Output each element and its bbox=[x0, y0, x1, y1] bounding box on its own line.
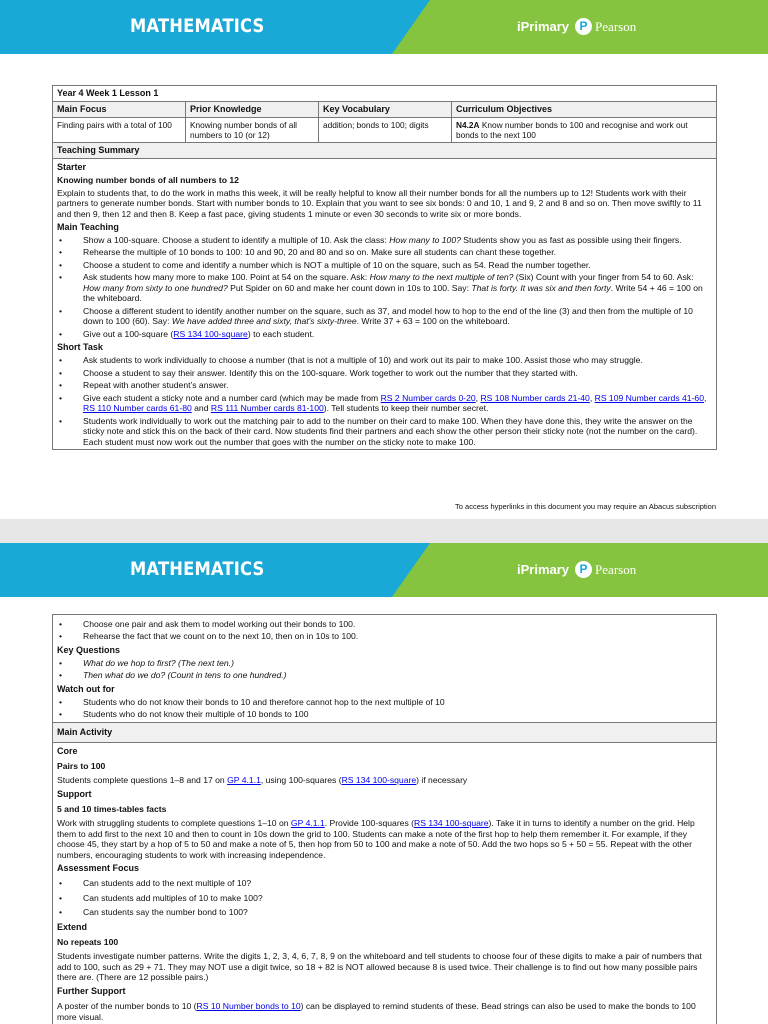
list-item: • Students work individually to work out the matching pair to add to the number on their card to make 100. When they have done this, they write the answer on the sticky note and stick this on the back of their card. Now students find their partners and each show the other person their sticky note (not the number on the card). Each student must now work out the number that goes with the number on the sticky note to make 100. bbox=[57, 416, 712, 447]
link-rs134[interactable]: RS 134 100-square bbox=[414, 818, 489, 829]
list-item: • Choose a student to come and identify a number which is NOT a multiple of 10 on the square, such as 54. Read the number together. bbox=[57, 260, 712, 270]
link-gp411[interactable]: GP 4.1.1 bbox=[227, 775, 261, 786]
link-rs2[interactable]: RS 2 Number cards 0-20 bbox=[380, 392, 476, 403]
support-text: Work with struggling students to complete questions 1–10 on GP 4.1.1. Provide 100-squares (RS 134 100-square). Take it in turns to identify a number on the grid. Help them to add first to the next 10 and then to count in 10s down the grid to 100. Students can make a note of the first hop to help them remember it. For example, if they choose 45, they start by a hop of 5 to 50 and make a note of 5, then hop from 50 to 100 and make a note of 50. Add the two hops so 5 + 50 = 55. Repeat with the other numbers, encouraging students to work with increasing independence. bbox=[57, 818, 695, 860]
col-header-curriculum-objectives: Curriculum Objectives bbox=[456, 103, 553, 114]
list-item: • Choose a different student to identify another number on the square, such as 37, and model how to hop to the end of the line (3) and then from the multiple of 10 down to 100 (60). Say: We have added three and sixty, that's sixty-three. Write 37 + 63 = 100 on the whiteboard. bbox=[57, 306, 712, 327]
header-banner bbox=[0, 543, 768, 597]
extend-subheading: No repeats 100 bbox=[57, 936, 119, 947]
link-rs110[interactable]: RS 110 Number cards 61-80 bbox=[83, 403, 192, 414]
extend-text: Students investigate number patterns. Write the digits 1, 2, 3, 4, 6, 7, 8, 9 on the whiteboard and tell students to choose four of these digits to make a pair of numbers that add to 100, such as 29 + 71. They may NOT use a digit twice, so 18 + 82 is NOT allowed because 8 is used twice. Their challenge is to find out how many possible pairs there are. (There are 12 possible pairs.) bbox=[57, 951, 702, 982]
pearson-wordmark: Pearson bbox=[595, 18, 637, 34]
teaching-summary-content bbox=[53, 159, 716, 450]
page-separator bbox=[0, 519, 768, 543]
watch-out-heading: Watch out for bbox=[57, 683, 115, 694]
list-item: • Can students add to the next multiple of 10? bbox=[57, 878, 712, 888]
list-item: • Give each student a sticky note and a number card (which may be made from RS 2 Number cards 0-20, RS 108 Number cards 21-40, RS 109 Number cards 41-60, RS 110 Number cards 61-80 and RS 111 Number cards 81-100). Tell students to keep their number secret. bbox=[57, 393, 712, 414]
starter-heading: Starter bbox=[57, 162, 87, 173]
iprimary-logo: iPrimary bbox=[517, 18, 570, 34]
link-rs10[interactable]: RS 10 Number bonds to 10 bbox=[196, 1001, 301, 1012]
list-item: • Give out a 100-square (RS 134 100-square) to each student. bbox=[57, 329, 712, 339]
col-header-prior-knowledge: Prior Knowledge bbox=[186, 102, 319, 117]
pairs-subheading: Pairs to 100 bbox=[57, 760, 106, 771]
brand-lockup bbox=[517, 18, 636, 35]
main-activity-header: Main Activity bbox=[53, 723, 716, 743]
lesson-table-continued bbox=[52, 614, 717, 1024]
main-focus-cell: Finding pairs with a total of 100 bbox=[53, 118, 186, 142]
list-item: • Ask students to work individually to choose a number (that is not a multiple of 10) and work out its pair to make 100. Assist those who may struggle. bbox=[57, 355, 712, 365]
curriculum-objectives-cell bbox=[452, 118, 716, 142]
link-gp411[interactable]: GP 4.1.1 bbox=[290, 818, 325, 829]
brand-lockup bbox=[517, 561, 636, 578]
pearson-logo-icon: P bbox=[575, 561, 592, 578]
list-item: • Ask students how many more to make 100. Point at 54 on the square. Ask: How many to the next multiple of ten? (Six) Count with your finger from 54 to 60. Ask: How many from sixty to one hundred? Put Spider on 60 and make her count down in 10s to 100. Say: That is forty. It was six and then forty. Write 54 + 46 = 100 on the whiteboard. bbox=[57, 272, 712, 303]
extend-heading: Extend bbox=[57, 921, 88, 932]
lesson-table bbox=[52, 85, 717, 450]
link-rs108[interactable]: RS 108 Number cards 21-40 bbox=[480, 392, 590, 403]
header-banner bbox=[0, 0, 768, 54]
col-header-key-vocabulary: Key Vocabulary bbox=[319, 102, 452, 117]
list-item: • Can students say the number bond to 100? bbox=[57, 907, 712, 917]
link-rs111[interactable]: RS 111 Number cards 81-100 bbox=[210, 403, 324, 414]
pairs-text: Students complete questions 1–8 and 17 on GP 4.1.1, using 100-squares (RS 134 100-square) if necessary bbox=[57, 775, 468, 786]
starter-subheading: Knowing number bonds of all numbers to 12 bbox=[57, 175, 239, 186]
teaching-summary-header: Teaching Summary bbox=[53, 143, 716, 159]
main-teaching-heading: Main Teaching bbox=[57, 222, 119, 233]
pearson-wordmark: Pearson bbox=[595, 561, 637, 577]
list-item: • What do we hop to first? (The next ten.) bbox=[57, 658, 712, 668]
list-item: • Students who do not know their bonds to 10 and therefore cannot hop to the next multiple of 10 bbox=[57, 697, 712, 707]
iprimary-logo: iPrimary bbox=[517, 561, 570, 577]
short-task-continued bbox=[53, 615, 716, 723]
list-item: • Repeat with another student’s answer. bbox=[57, 380, 712, 390]
list-item: • Rehearse the multiple of 10 bonds to 100: 10 and 90, 20 and 80 and so on. Make sure all students can chant these together. bbox=[57, 247, 712, 257]
column-headers bbox=[53, 102, 716, 118]
support-subheading: 5 and 10 times-tables facts bbox=[57, 803, 167, 814]
further-support-text: A poster of the number bonds to 10 (RS 10 Number bonds to 10) can be displayed to remind students of these. Bead strings can also be used to make the bonds to 100 more visual. bbox=[57, 1001, 696, 1022]
list-item: • Show a 100-square. Choose a student to identify a multiple of 10. Ask the class: How many to 100? Students show you as fast as possible using their fingers. bbox=[57, 235, 712, 245]
pearson-logo-icon: P bbox=[575, 18, 592, 35]
key-questions-heading: Key Questions bbox=[57, 644, 121, 655]
further-support-heading: Further Support bbox=[57, 986, 126, 997]
lesson-title: Year 4 Week 1 Lesson 1 bbox=[53, 86, 716, 102]
core-heading: Core bbox=[57, 745, 78, 756]
col-header-main-focus: Main Focus bbox=[53, 102, 186, 117]
lesson-info-row bbox=[53, 118, 716, 143]
list-item: • Rehearse the fact that we count on to the next 10, then on in 10s to 100. bbox=[57, 631, 712, 641]
list-item: • Then what do we do? (Count in tens to one hundred.) bbox=[57, 670, 712, 680]
list-item: • Choose a student to say their answer. Identify this on the 100-square. Work together to work out the number that they started with. bbox=[57, 368, 712, 378]
starter-text: Explain to students that, to do the work in maths this week, it will be really helpful to know all their number bonds for all the numbers up to 12! Students work with their partners to generate number bonds. Start with number bonds to 10. Explain that you want to see six bonds: 0 and 10, 1 and 9, 2 and 8 and so on. Then move swiftly to 11 and then 9, then 12 and then 8. Keep a fast pace, giving students 1 minute or even 30 seconds to write six or more bonds. bbox=[57, 187, 702, 219]
list-item: • Choose one pair and ask them to model working out their bonds to 100. bbox=[57, 619, 712, 629]
subject-title: MATHEMATICS bbox=[130, 558, 265, 580]
short-task-heading: Short Task bbox=[57, 342, 103, 353]
objective-code: N4.2A bbox=[456, 119, 480, 130]
subject-title: MATHEMATICS bbox=[130, 15, 265, 37]
link-rs134[interactable]: RS 134 100-square bbox=[341, 775, 417, 786]
objective-text: Know number bonds to 100 and recognise and work out bonds to the next 100 bbox=[456, 119, 688, 141]
key-vocabulary-cell: addition; bonds to 100; digits bbox=[319, 118, 452, 142]
support-heading: Support bbox=[57, 788, 92, 799]
list-item: • Students who do not know their multiple of 10 bonds to 100 bbox=[57, 709, 712, 719]
list-item: • Can students add multiples of 10 to make 100? bbox=[57, 893, 712, 903]
link-rs109[interactable]: RS 109 Number cards 41-60 bbox=[594, 392, 704, 403]
main-activity-content bbox=[53, 743, 716, 1024]
subscription-footnote: To access hyperlinks in this document you may require an Abacus subscription bbox=[455, 502, 716, 511]
prior-knowledge-cell: Knowing number bonds of all numbers to 10 (or 12) bbox=[186, 118, 319, 142]
link-rs134[interactable]: RS 134 100-square bbox=[173, 328, 248, 339]
page-2 bbox=[0, 543, 768, 1024]
assessment-heading: Assessment Focus bbox=[57, 863, 140, 874]
